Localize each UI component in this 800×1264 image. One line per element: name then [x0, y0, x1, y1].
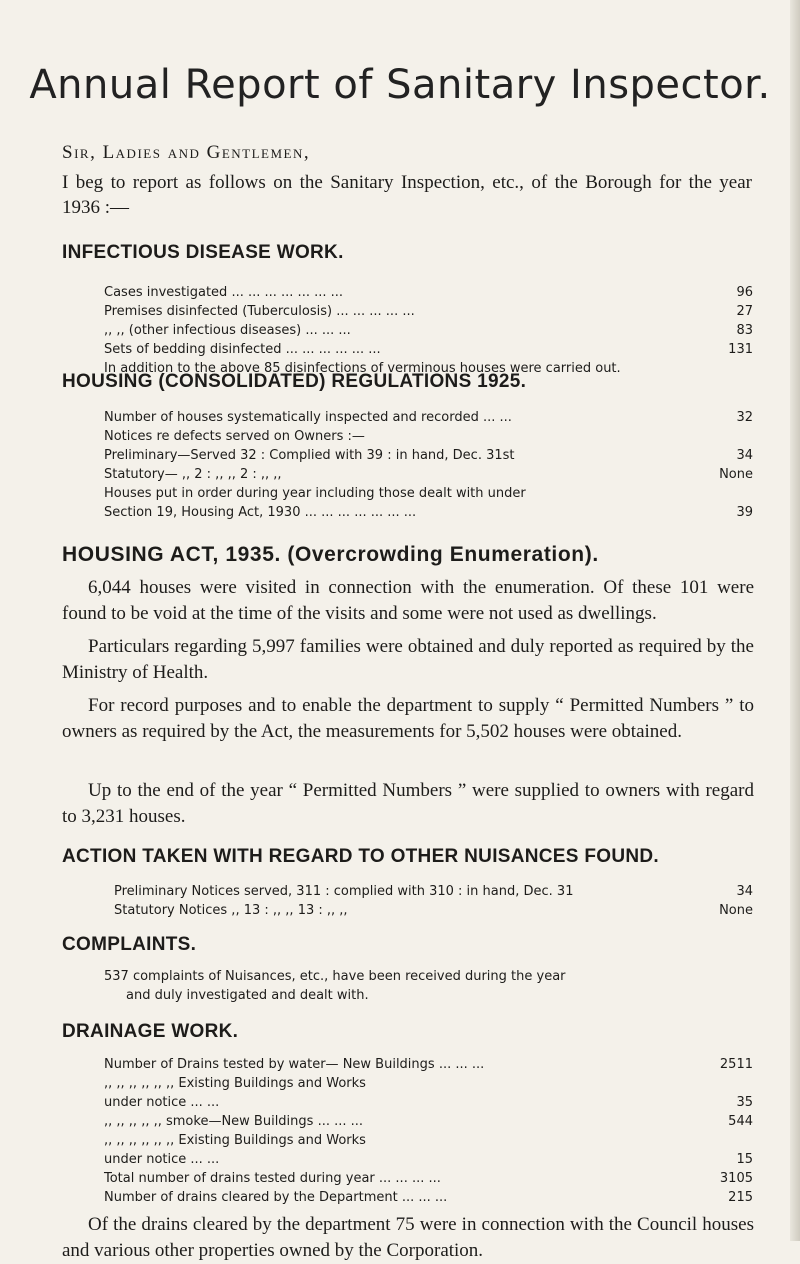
table-row: [104, 340, 753, 359]
report-title: Annual Report of Sanitary Inspector.: [29, 62, 771, 108]
table-row: [104, 1131, 753, 1150]
housing-act-paragraph-2: Particulars regarding 5,997 families were obtained and duly reported as required by the Ministry of Health.: [62, 636, 754, 683]
table-row: [104, 1093, 753, 1112]
table-row: [104, 446, 753, 465]
intro-paragraph: I beg to report as follows on the Sanitary Inspection, etc., of the Borough for the year 1936 :—: [62, 172, 752, 218]
row-value: 15: [736, 1152, 753, 1167]
row-value: 34: [736, 884, 753, 899]
nuisances-table: [114, 882, 753, 920]
section-heading-housing-regulations: HOUSING (CONSOLIDATED) REGULATIONS 1925.: [62, 371, 527, 392]
section-heading-infectious: INFECTIOUS DISEASE WORK.: [62, 242, 344, 263]
table-row: [114, 901, 753, 920]
complaints-line: [104, 967, 753, 986]
row-value: 131: [728, 342, 753, 357]
row-value: None: [719, 903, 753, 918]
section-heading-complaints: COMPLAINTS.: [62, 934, 197, 955]
row-label: Sets of bedding disinfected ... ... ... ... ... ...: [104, 342, 381, 357]
section-heading-nuisances: ACTION TAKEN WITH REGARD TO OTHER NUISANCES FOUND.: [62, 846, 659, 867]
table-row: [104, 484, 753, 503]
row-value: 215: [728, 1190, 753, 1205]
line-text: and duly investigated and dealt with.: [126, 988, 369, 1003]
line-text: 537 complaints of Nuisances, etc., have been received during the year: [104, 969, 566, 984]
row-label: Section 19, Housing Act, 1930 ... ... ... ... ... ... ...: [104, 505, 417, 520]
row-value: None: [719, 467, 753, 482]
table-row: [104, 1188, 753, 1207]
row-label: Number of houses systematically inspected and recorded ... ...: [104, 410, 512, 425]
row-label: Statutory Notices ,, 13 : ,, ,, 13 : ,, ,,: [114, 903, 348, 918]
row-value: 2511: [719, 1057, 753, 1072]
row-label: Cases investigated ... ... ... ... ... ... ...: [104, 285, 344, 300]
housing-act-paragraph-3: For record purposes and to enable the department to supply “ Permitted Numbers ” to owners as required by the Act, the measurements for 5,502 houses were obtained.: [62, 695, 754, 742]
salutation: Sir, Ladies and Gentlemen,: [62, 142, 311, 163]
table-row: [104, 1169, 753, 1188]
page-edge-shadow: [790, 0, 800, 1241]
row-value: 32: [736, 410, 753, 425]
table-row: [104, 321, 753, 340]
row-value: 96: [736, 285, 753, 300]
table-row: [104, 283, 753, 302]
table-row: [104, 1074, 753, 1093]
row-value: 34: [736, 448, 753, 463]
row-label: Preliminary Notices served, 311 : complied with 310 : in hand, Dec. 31: [114, 884, 574, 899]
row-label: under notice ... ...: [104, 1152, 220, 1167]
table-row: [104, 1150, 753, 1169]
row-label: Preliminary—Served 32 : Complied with 39 : in hand, Dec. 31st: [104, 448, 515, 463]
row-label: Total number of drains tested during year ... ... ... ...: [104, 1171, 441, 1186]
row-label: Statutory— ,, 2 : ,, ,, 2 : ,, ,,: [104, 467, 282, 482]
table-row: [104, 302, 753, 321]
drainage-closing-paragraph: Of the drains cleared by the department 75 were in connection with the Council houses and various other properties owned by the Corporation.: [62, 1214, 754, 1261]
housing-regulations-table: [104, 408, 753, 522]
section-heading-drainage: DRAINAGE WORK.: [62, 1021, 239, 1042]
table-row: [104, 427, 753, 446]
row-label: Houses put in order during year including those dealt with under: [104, 486, 526, 501]
table-row: [104, 408, 753, 427]
row-label: ,, ,, ,, ,, ,, ,, Existing Buildings and Works: [104, 1133, 366, 1148]
row-value: 27: [736, 304, 753, 319]
row-label: ,, ,, ,, ,, ,, smoke—New Buildings ... ... ...: [104, 1114, 364, 1129]
row-label: Notices re defects served on Owners :—: [104, 429, 365, 444]
row-value: 544: [728, 1114, 753, 1129]
row-label: Premises disinfected (Tuberculosis) ... ... ... ... ...: [104, 304, 415, 319]
note-text: In addition to the above 85 disinfections of verminous houses were carried out.: [104, 361, 621, 376]
infectious-table: [104, 283, 753, 378]
complaints-line: [104, 986, 753, 1005]
table-row: [104, 1055, 753, 1074]
row-value: 35: [736, 1095, 753, 1110]
table-row: [104, 503, 753, 522]
row-value: 83: [736, 323, 753, 338]
complaints-text: [104, 967, 753, 1005]
row-value: 3105: [719, 1171, 753, 1186]
table-row: [104, 1112, 753, 1131]
row-label: ,, ,, (other infectious diseases) ... ... ...: [104, 323, 351, 338]
drainage-table: [104, 1055, 753, 1207]
row-label: under notice ... ...: [104, 1095, 220, 1110]
table-row: [114, 882, 753, 901]
section-heading-housing-act: HOUSING ACT, 1935. (Overcrowding Enumeration).: [62, 543, 599, 566]
table-row: [104, 465, 753, 484]
row-label: ,, ,, ,, ,, ,, ,, Existing Buildings and Works: [104, 1076, 366, 1091]
housing-act-paragraph-1: 6,044 houses were visited in connection with the enumeration. Of these 101 were found to be void at the time of the visits and some were not used as dwellings.: [62, 577, 754, 624]
row-label: Number of drains cleared by the Department ... ... ...: [104, 1190, 448, 1205]
row-label: Number of Drains tested by water— New Buildings ... ... ...: [104, 1057, 485, 1072]
row-value: 39: [736, 505, 753, 520]
housing-act-paragraph-4: Up to the end of the year “ Permitted Numbers ” were supplied to owners with regard to 3,231 houses.: [62, 780, 754, 827]
